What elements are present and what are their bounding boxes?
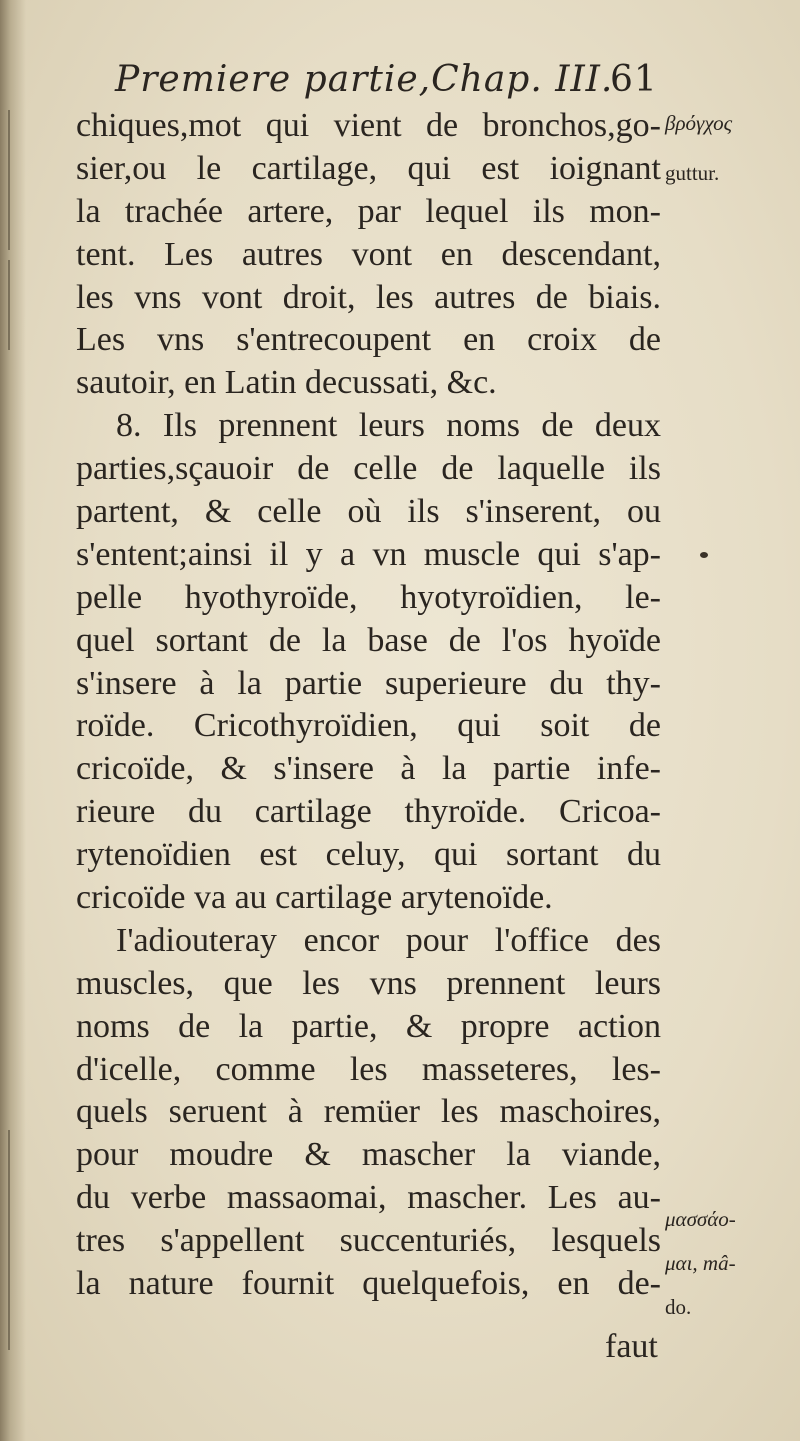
gutter-mark	[8, 110, 10, 250]
margin-note-greek: μασσάο-	[665, 1207, 736, 1231]
margin-note-greek: βρόγχος	[665, 111, 733, 135]
text-line: tres s'appellent succenturiés, lesquels	[76, 1222, 661, 1260]
text-line: pour moudre & mascher la viande,	[76, 1136, 661, 1174]
text-line: les vns vont droit, les autres de biais.	[76, 278, 661, 316]
catchword: faut	[605, 1328, 658, 1365]
margin-note-latin: guttur.	[665, 161, 720, 185]
text-line: noms de la partie, & propre action	[76, 1007, 661, 1045]
text-line: roïde. Cricothyroïdien, qui soit de	[76, 707, 661, 745]
text-line: I'adiouteray encor pour l'office des	[116, 921, 661, 959]
margin-note-latin: do.	[665, 1295, 692, 1319]
main-text	[76, 105, 661, 1306]
text-line: du verbe massaomai, mascher. Les au-	[76, 1179, 661, 1217]
ink-speck	[700, 552, 708, 558]
text-line: rieure du cartilage thyroïde. Cricoa-	[76, 793, 661, 831]
margin-note-greek: μαι, mâ-	[665, 1251, 736, 1275]
text-line: tent. Les autres vont en descendant,	[76, 235, 661, 273]
text-line: sier,ou le cartilage, qui est ioignant	[76, 149, 661, 187]
running-header	[115, 50, 675, 110]
text-line: sautoir, en Latin decussati, &c.	[76, 364, 497, 402]
text-line: chiques,mot qui vient de bronchos,go-	[76, 107, 661, 144]
text-line: pelle hyothyroïde, hyotyroïdien, le-	[76, 578, 661, 616]
text-line: s'entent;ainsi il y a vn muscle qui s'ap-	[76, 535, 661, 573]
text-line: la nature fournit quelquefois, en de-	[76, 1265, 661, 1303]
text-line: d'icelle, comme les masseteres, les-	[76, 1050, 661, 1088]
text-line: 8. Ils prennent leurs noms de deux	[116, 407, 661, 445]
gutter-mark	[8, 260, 10, 350]
page-number: 61	[610, 59, 658, 100]
gutter-mark	[8, 1130, 10, 1350]
text-line: quels seruent à remüer les maschoires,	[76, 1093, 661, 1131]
binding-gutter	[0, 0, 26, 1441]
text-line: cricoïde, & s'insere à la partie infe-	[76, 750, 661, 788]
text-line: Les vns s'entrecoupent en croix de	[76, 321, 661, 359]
text-line: quel sortant de la base de l'os hyoïde	[76, 621, 661, 659]
running-title: Premiere partie,Chap. III.	[115, 59, 614, 100]
text-line: parties,sçauoir de celle de laquelle ils	[76, 450, 661, 488]
text-line: la trachée artere, par lequel ils mon-	[76, 192, 661, 230]
text-line: rytenoïdien est celuy, qui sortant du	[76, 836, 661, 874]
text-line: s'insere à la partie superieure du thy-	[76, 664, 661, 702]
text-line: cricoïde va au cartilage arytenoïde.	[76, 879, 553, 917]
text-line: muscles, que les vns prennent leurs	[76, 964, 661, 1002]
text-line: partent, & celle où ils s'inserent, ou	[76, 493, 661, 531]
